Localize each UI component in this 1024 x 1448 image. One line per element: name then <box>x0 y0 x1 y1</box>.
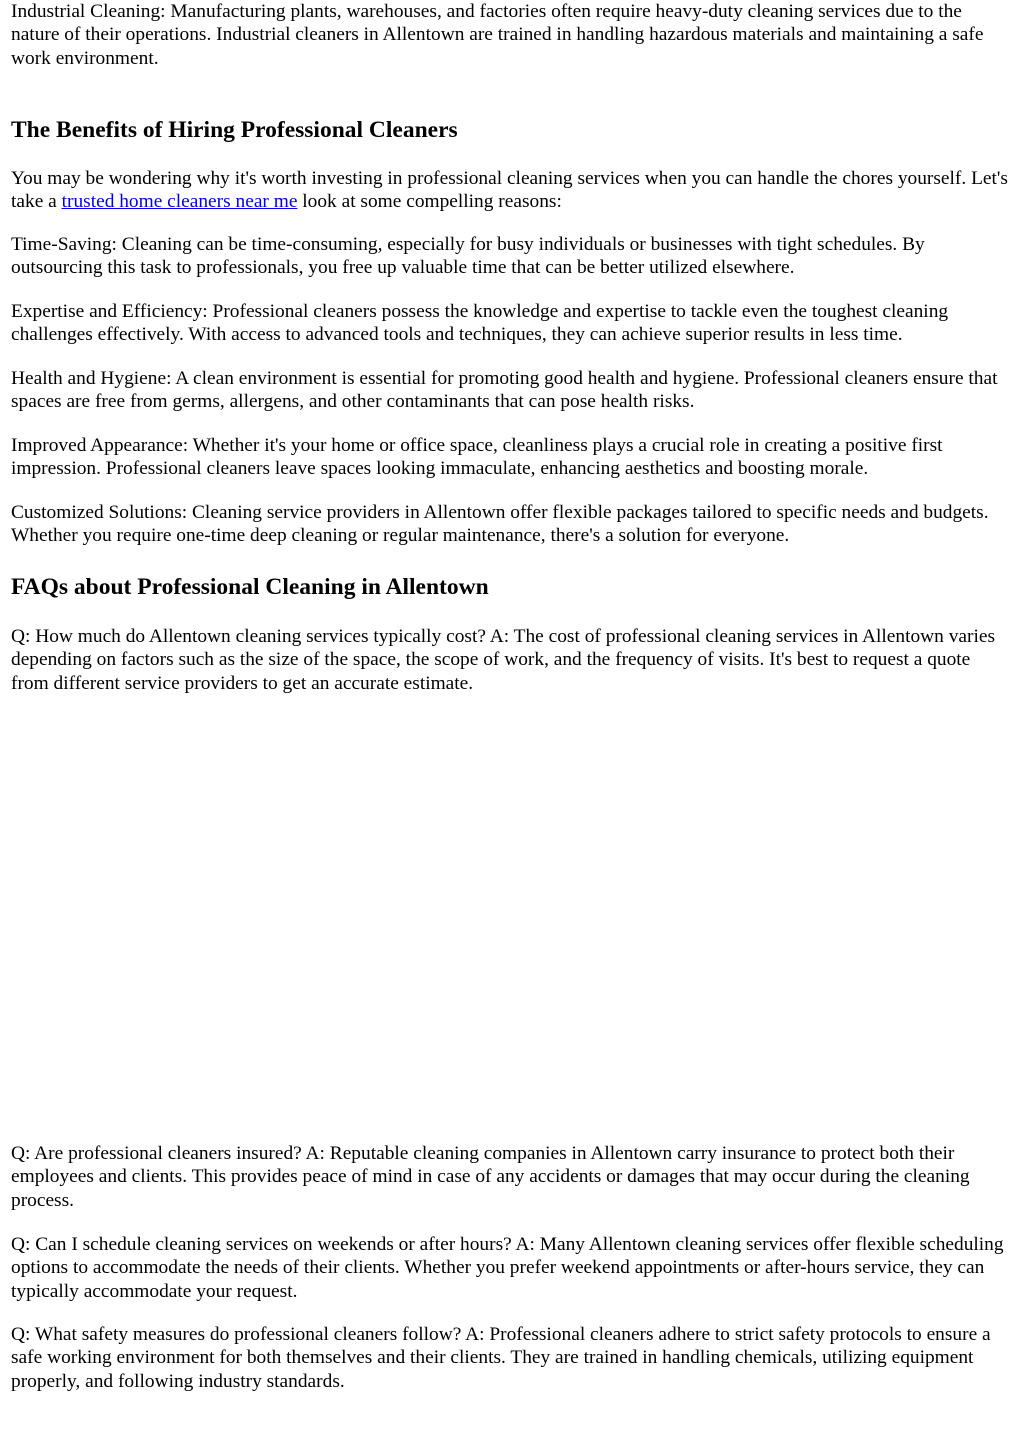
faq-safety-paragraph: Q: What safety measures do professional cleaners follow? A: Professional cleaners adhere to strict safety protocols to ensure a safe working environment for both themselves and their clients. They are trained in handling chemicals, utilizing equipment properly, and following industry standards. <box>11 1324 991 1392</box>
faq-insured-paragraph: Q: Are professional cleaners insured? A: Reputable cleaning companies in Allentown carry insurance to protect both their employees and clients. This provides peace of mind in case of any accidents or damages that may occur during the cleaning process. <box>11 1143 970 1211</box>
industrial-cleaning-paragraph: Industrial Cleaning: Manufacturing plants, warehouses, and factories often require heavy-duty cleaning services due to the nature of their operations. Industrial cleaners in Allentown are trained in handling hazardous materials and maintaining a safe work environment. <box>11 1 984 69</box>
time-saving-paragraph: Time-Saving: Cleaning can be time-consuming, especially for busy individuals or businesses with tight schedules. By outsourcing this task to professionals, you free up valuable time that can be better utilized elsewhere. <box>11 234 925 279</box>
intro-text-before: You may be wondering why it's worth investing in professional cleaning services when you can handle the chores yourself. Let's take a <box>11 168 1008 213</box>
faq-scheduling-paragraph: Q: Can I schedule cleaning services on weekends or after hours? A: Many Allentown cleaning services offer flexible scheduling options to accommodate the needs of their clients. Whether you prefer weekend appointments or after-hours service, they can typically accommodate your request. <box>11 1234 1004 1302</box>
faqs-heading: FAQs about Professional Cleaning in Allentown <box>11 574 489 600</box>
faq-cost-paragraph: Q: How much do Allentown cleaning services typically cost? A: The cost of professional cleaning services in Allentown varies depending on factors such as the size of the space, the scope of work, and the frequency of visits. It's best to request a quote from different service providers to get an accurate estimate. <box>11 626 996 694</box>
customized-solutions-paragraph: Customized Solutions: Cleaning service providers in Allentown offer flexible packages tailored to specific needs and budgets. Whether you require one-time deep cleaning or regular maintenance, there's a solution for everyone. <box>11 502 989 547</box>
benefits-heading: The Benefits of Hiring Professional Cleaners <box>11 117 458 143</box>
expertise-paragraph: Expertise and Efficiency: Professional cleaners possess the knowledge and expertise to tackle even the toughest cleaning challenges effectively. With access to advanced tools and techniques, they can achieve superior results in less time. <box>11 301 949 346</box>
intro-text-after: look at some compelling reasons: <box>297 191 562 213</box>
health-hygiene-paragraph: Health and Hygiene: A clean environment is essential for promoting good health and hygiene. Professional cleaners ensure that spaces are free from germs, allergens, and other contaminants that can pose health risks. <box>11 368 998 413</box>
improved-appearance-paragraph: Improved Appearance: Whether it's your home or office space, cleanliness plays a crucial role in creating a positive first impression. Professional cleaners leave spaces looking immaculate, enhancing aesthetics and boosting morale. <box>11 435 943 480</box>
trusted-home-cleaners-link[interactable]: trusted home cleaners near me <box>61 191 298 213</box>
benefits-intro-paragraph <box>11 167 1011 214</box>
